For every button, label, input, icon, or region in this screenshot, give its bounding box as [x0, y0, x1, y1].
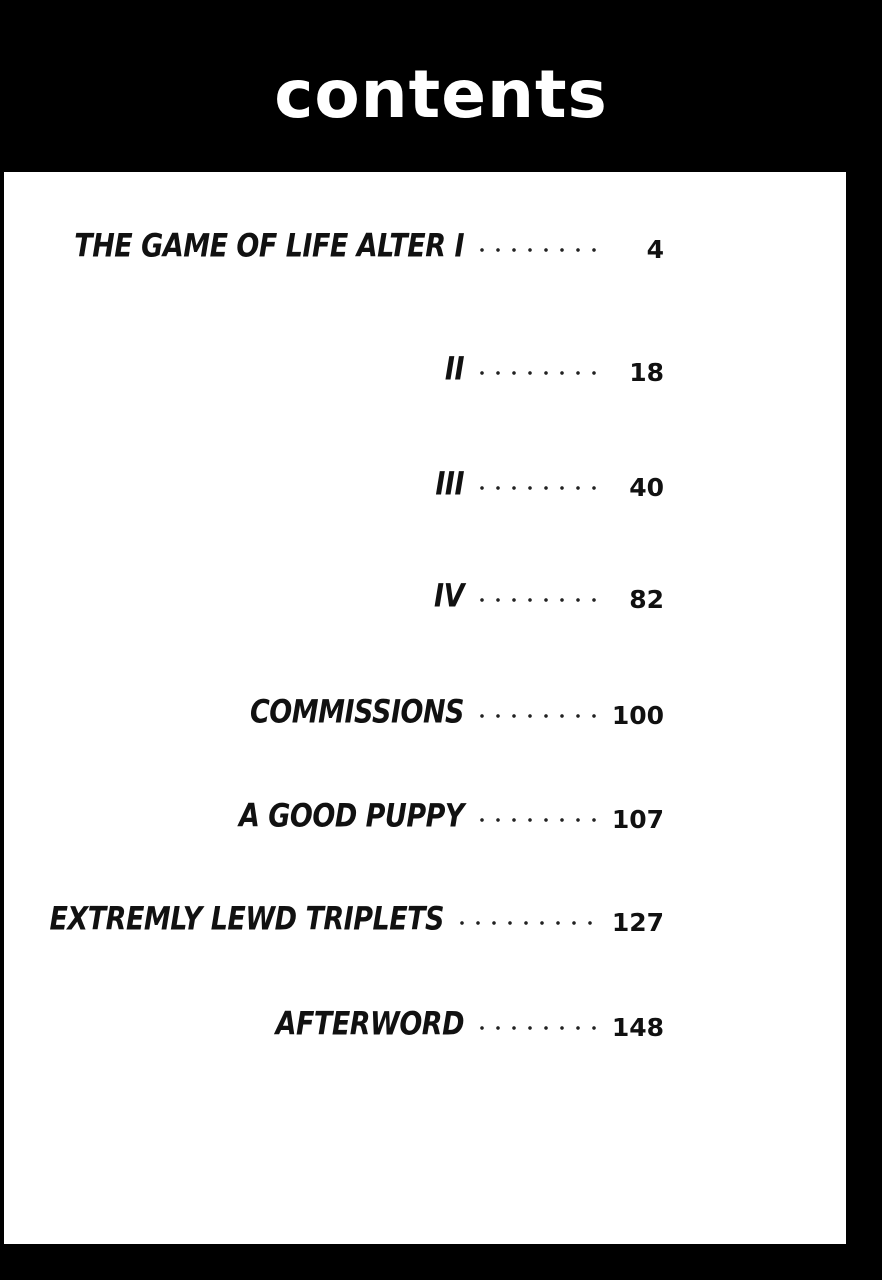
page-title: contents [274, 56, 608, 133]
toc-leader-dots [474, 1026, 598, 1030]
toc-entry[interactable] [64, 466, 664, 512]
toc-entry-page: 18 [629, 358, 664, 387]
toc-entry-title: COMMISSIONS [249, 694, 464, 731]
toc-entry-title: III [435, 466, 464, 503]
toc-entry-page: 82 [629, 585, 664, 614]
content-sheet [4, 172, 846, 1244]
toc-entry-title: THE GAME OF LIFE ALTER I [74, 228, 464, 265]
toc-entry-title: AFTERWORD [275, 1006, 464, 1043]
toc-leader-dots [474, 818, 598, 822]
toc-entry-page: 4 [646, 235, 664, 264]
toc-entry-page: 40 [629, 473, 664, 502]
toc-entry-title: EXTREMLY LEWD TRIPLETS [49, 901, 444, 938]
toc-entry[interactable] [64, 578, 664, 624]
toc-entry-page: 127 [611, 908, 664, 937]
toc-entry-title: IV [434, 578, 464, 615]
toc-entry-page: 100 [611, 701, 664, 730]
toc-entry[interactable] [64, 228, 664, 274]
toc-leader-dots [474, 598, 598, 602]
toc-leader-dots [474, 714, 598, 718]
toc-entry[interactable] [64, 798, 664, 844]
toc-leader-dots [454, 921, 598, 925]
toc-entry-page: 107 [611, 805, 664, 834]
toc-entry-title: II [444, 351, 464, 388]
toc-leader-dots [474, 371, 598, 375]
toc-entry[interactable] [64, 1006, 664, 1052]
toc-entry[interactable] [44, 901, 664, 947]
toc-entry[interactable] [64, 694, 664, 740]
toc-entry-title: A GOOD PUPPY [238, 798, 464, 835]
header-band [0, 0, 882, 172]
toc-leader-dots [474, 248, 598, 252]
toc-entry[interactable] [64, 351, 664, 397]
toc-leader-dots [474, 486, 598, 490]
toc-entry-page: 148 [611, 1013, 664, 1042]
